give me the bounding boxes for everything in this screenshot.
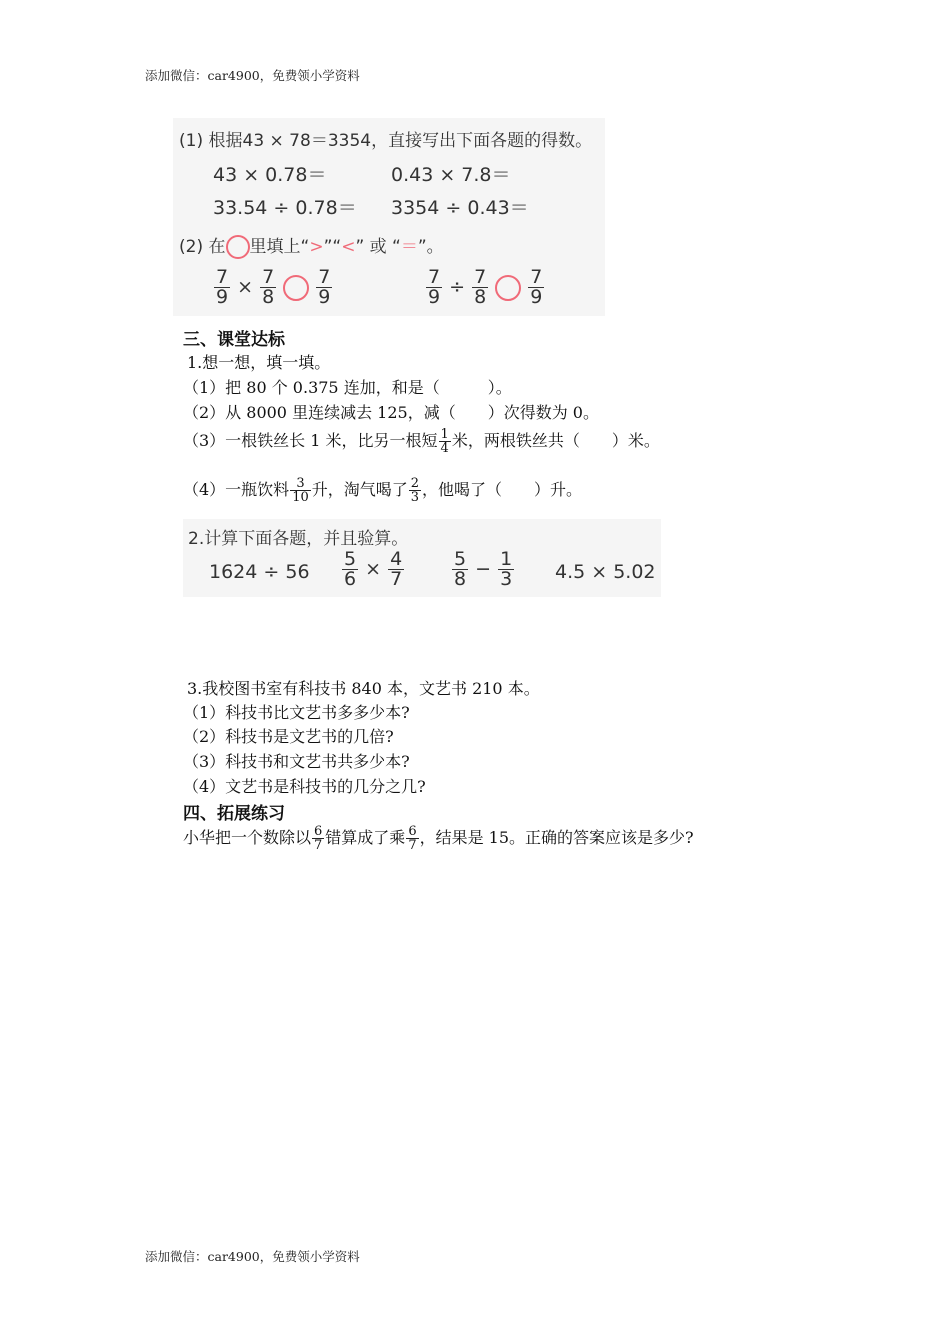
problem2-expression: 1624 ÷ 56: [209, 561, 310, 583]
fraction: $\frac{1}{4}$: [440, 427, 449, 456]
section3-title: 三、课堂达标: [183, 330, 285, 350]
greater-than-symbol: >: [309, 237, 324, 257]
problem1-item: （1）把 80 个 0.375 连加，和是（ ）。: [183, 378, 512, 397]
review-q2-text: 在: [208, 237, 226, 257]
fraction: $\frac{5}{8}$: [454, 548, 467, 590]
page-footer: 添加微信：car4900，免费领小学资料: [145, 1249, 360, 1264]
fraction: $\frac{7}{8}$: [262, 266, 275, 308]
review-q1-item: 3354 ÷ 0.43＝: [391, 197, 529, 219]
fraction: $\frac{3}{10}$: [292, 476, 309, 505]
operator: ÷: [449, 276, 466, 298]
review-q2-right-expression: [425, 268, 545, 307]
problem3-title: 3.我校图书室有科技书 840 本，文艺书 210 本。: [187, 679, 540, 698]
circle-icon: [226, 235, 250, 259]
problem1-item-text: （4）一瓶饮料: [183, 480, 290, 499]
extension-problem: [183, 825, 694, 852]
extension-text: 小华把一个数除以: [183, 828, 312, 847]
review-q1-text: 根据43 × 78＝3354，直接写出下面各题的得数。: [208, 131, 593, 151]
operator: ×: [237, 276, 254, 298]
review-q2-text: 里填上“: [249, 237, 310, 257]
less-than-symbol: <: [341, 237, 356, 257]
fraction: $\frac{5}{6}$: [344, 548, 357, 590]
review-exercise-panel: [173, 118, 605, 316]
problem3-question: （3）科技书和文艺书共多少本?: [183, 752, 410, 771]
review-q2-text: ”“: [323, 237, 342, 257]
problem2-expression: [451, 550, 515, 589]
problem1-item: [183, 428, 660, 455]
problem3-question: （4）文艺书是科技书的几分之几?: [183, 777, 426, 796]
fraction: $\frac{7}{9}$: [318, 266, 331, 308]
fraction: $\frac{6}{7}$: [314, 824, 323, 853]
fraction: $\frac{7}{8}$: [474, 266, 487, 308]
section4-title: 四、拓展练习: [183, 804, 285, 824]
fraction: $\frac{4}{7}$: [390, 548, 403, 590]
compare-circle-icon[interactable]: [283, 275, 309, 301]
page-header: 添加微信：car4900，免费领小学资料: [145, 68, 360, 83]
problem3-question: （1）科技书比文艺书多多少本?: [183, 703, 410, 722]
problem1-item-text: ，他喝了（ ）升。: [422, 480, 583, 499]
problem1-item: [183, 477, 582, 504]
fraction: $\frac{1}{3}$: [500, 548, 513, 590]
problem1-title: 1.想一想，填一填。: [187, 353, 331, 372]
review-q1-item: 43 × 0.78＝: [213, 164, 327, 186]
fraction: $\frac{7}{9}$: [428, 266, 441, 308]
operator: ×: [365, 558, 382, 580]
fraction: $\frac{2}{3}$: [410, 476, 420, 505]
review-q1-line: [179, 126, 592, 151]
review-q2-line: [179, 232, 444, 259]
operator: −: [475, 558, 492, 580]
review-q2-left-expression: [213, 268, 333, 307]
equals-symbol: ＝: [400, 237, 418, 257]
review-q2-number: (2): [179, 237, 204, 257]
extension-text: 错算成了乘: [325, 828, 406, 847]
problem2-panel: [183, 519, 661, 597]
problem2-expression: [341, 550, 405, 589]
review-q1-item: 33.54 ÷ 0.78＝: [213, 197, 357, 219]
problem1-item-text: 米，两根铁丝共（ ）米。: [451, 431, 660, 450]
fraction: $\frac{6}{7}$: [408, 824, 417, 853]
review-q1-item: 0.43 × 7.8＝: [391, 164, 511, 186]
review-q2-text: ” 或 “: [355, 237, 401, 257]
problem2-title: 2.计算下面各题，并且验算。: [188, 529, 409, 549]
problem1-item-text: 升，淘气喝了: [311, 480, 408, 499]
problem3-question: （2）科技书是文艺书的几倍?: [183, 727, 394, 746]
extension-text: ，结果是 15。正确的答案应该是多少?: [419, 828, 694, 847]
fraction: $\frac{7}{9}$: [530, 266, 543, 308]
compare-circle-icon[interactable]: [495, 275, 521, 301]
problem1-item: （2）从 8000 里连续减去 125，减（ ）次得数为 0。: [183, 403, 599, 422]
fraction: $\frac{7}{9}$: [216, 266, 229, 308]
problem1-item-text: （3）一根铁丝长 1 米，比另一根短: [183, 431, 438, 450]
review-q1-number: (1): [179, 131, 204, 151]
problem2-expression: 4.5 × 5.02: [555, 561, 656, 583]
review-q2-text: ”。: [417, 237, 444, 257]
